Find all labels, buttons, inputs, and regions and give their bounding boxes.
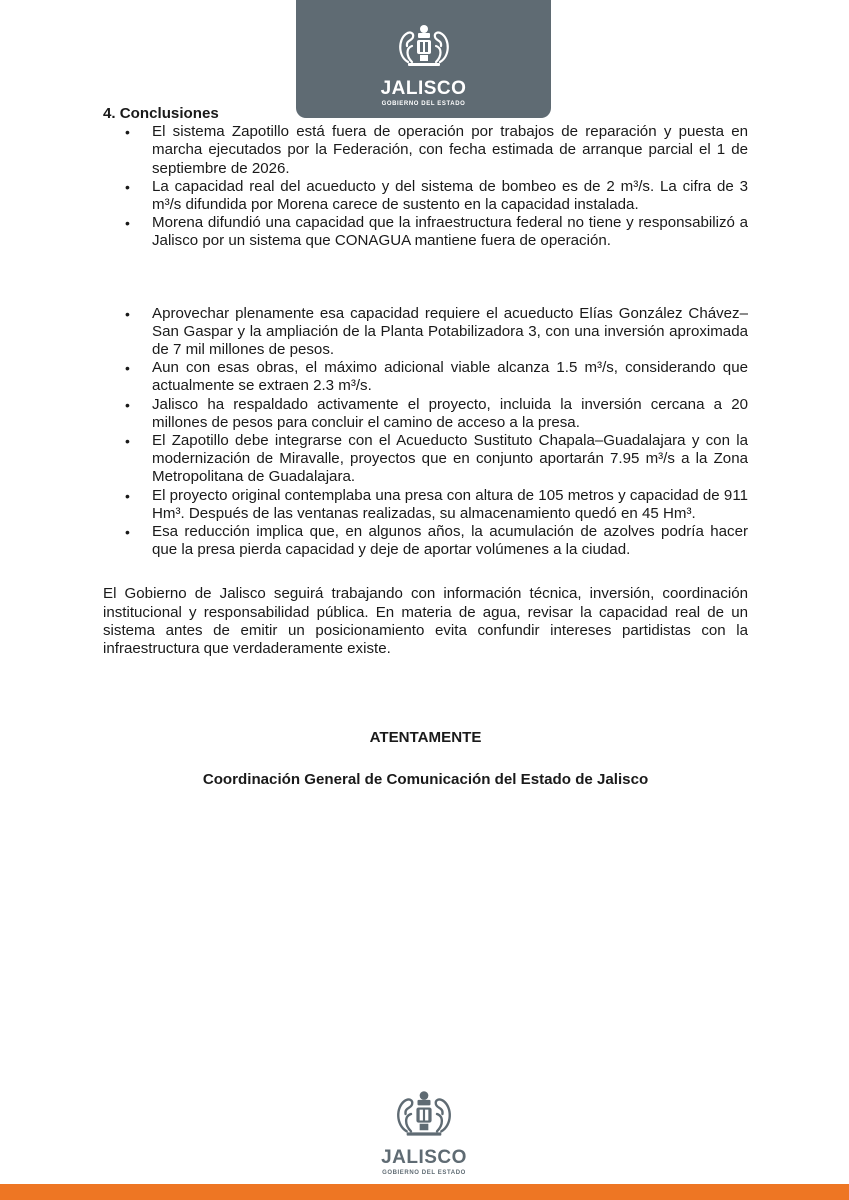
document-body (103, 105, 748, 658)
list-item: • Esa reducción implica que, en algunos años, la acumulación de azolves podría hacer que la presa pierda capacidad y deje de aportar volúmenes a la ciudad. (103, 523, 748, 559)
list-item: • Aprovechar plenamente esa capacidad requiere el acueducto Elías González Chávez–San Gaspar y la ampliación de la Planta Potabilizadora 3, con una inversión aproximada de 7 mil millones de pesos. (103, 305, 748, 360)
footer-subtitle-text: GOBIERNO DEL ESTADO (382, 1170, 466, 1176)
section-title: 4. Conclusiones (103, 105, 219, 122)
list-item: • La capacidad real del acueducto y del sistema de bombeo es de 2 m³/s. La cifra de 3 m³/s difundida por Morena carece de sustento en la capacidad instalada. (103, 178, 748, 214)
list-item: • El sistema Zapotillo está fuera de operación por trabajos de reparación y puesta en marcha ejecutados por la Federación, con fecha estimada de arranque parcial el 1 de septiembre de 2026. (103, 123, 748, 178)
bullet-list-second (103, 305, 748, 560)
header-logo-tab (296, 0, 551, 118)
jalisco-emblem-icon (388, 1088, 460, 1145)
list-item: • Morena difundió una capacidad que la infraestructura federal no tiene y responsabilizó a Jalisco por un sistema que CONAGUA mantiene fuera de operación. (103, 214, 748, 250)
header-brand-text: JALISCO (380, 78, 467, 99)
footer-accent-bar (0, 1184, 849, 1200)
list-item: • El Zapotillo debe integrarse con el Acueducto Sustituto Chapala–Guadalajara y con la modernización de Miravalle, proyectos que en conjunto aportarán 7.95 m³/s a la Zona Metropolitana de Guadalajara. (103, 432, 748, 487)
closing-paragraph: El Gobierno de Jalisco seguirá trabajando con información técnica, inversión, coordinación institucional y responsabilidad pública. En materia de agua, revisar la capacidad real de un sistema antes de emitir un posicionamiento evita confundir intereses partidistas con la infraestructura que verdaderamente existe. (103, 585, 748, 658)
spacer (103, 251, 748, 305)
list-item: • El proyecto original contemplaba una presa con altura de 105 metros y capacidad de 911 Hm³. Después de las ventanas realizadas, su almacenamiento quedó en 45 Hm³. (103, 487, 748, 523)
signing-organization: Coordinación General de Comunicación del Estado de Jalisco (202, 771, 649, 788)
salutation-text: ATENTAMENTE (369, 729, 482, 746)
bullet-list-first (103, 123, 748, 250)
list-item: • Jalisco ha respaldado activamente el proyecto, incluida la inversión cercana a 20 millones de pesos para concluir el camino de acceso a la presa. (103, 396, 748, 432)
list-item: • Aun con esas obras, el máximo adicional viable alcanza 1.5 m³/s, considerando que actualmente se extraen 2.3 m³/s. (103, 359, 748, 395)
header-subtitle-text: GOBIERNO DEL ESTADO (381, 101, 466, 107)
footer-logo (374, 1088, 474, 1176)
jalisco-emblem-icon (396, 22, 452, 75)
footer-brand-text: JALISCO (381, 1147, 467, 1168)
